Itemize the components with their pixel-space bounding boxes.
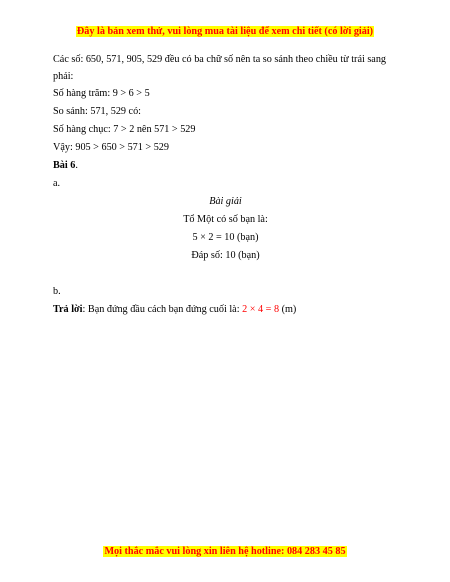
- intro-line: Các số: 650, 571, 905, 529 đều có ba chữ số nên ta so sánh theo chiều từ trái sang phải:: [53, 54, 387, 82]
- compare-line: So sánh: 571, 529 có:: [53, 106, 142, 117]
- tens-line: Số hàng chục: 7 > 2 nên 571 > 529: [53, 124, 196, 135]
- exercise-6-dot: .: [75, 160, 78, 171]
- exercise-6-label: Bài 6: [53, 160, 76, 171]
- exercise-6-heading: [53, 157, 398, 175]
- document-content: [53, 51, 398, 319]
- blank-line: [53, 265, 398, 283]
- part-a-label: a.: [53, 178, 61, 189]
- preview-notice-banner: [0, 26, 450, 38]
- hotline-banner: [0, 546, 450, 558]
- hundreds-line: Số hàng trăm: 9 > 6 > 5: [53, 88, 150, 99]
- solution-heading: Bài giải: [209, 196, 242, 207]
- answer-calculation: 2 × 4 = 8: [242, 304, 280, 315]
- answer-line: [53, 301, 398, 319]
- answer-unit: (m): [279, 304, 297, 315]
- solution-line-3: Đáp số: 10 (bạn): [191, 250, 260, 261]
- preview-notice-text: Đây là bản xem thử, vui lòng mua tài liệu để xem chi tiết (có lời giải): [76, 26, 374, 37]
- conclusion-line: Vậy: 905 > 650 > 571 > 529: [53, 142, 169, 153]
- solution-line-2: 5 × 2 = 10 (bạn): [192, 232, 259, 243]
- solution-line-1: Tổ Một có số bạn là:: [183, 214, 268, 225]
- answer-label: Trả lời: [53, 304, 83, 315]
- part-b-label: b.: [53, 286, 61, 297]
- answer-text: : Bạn đứng đầu cách bạn đứng cuối là:: [82, 304, 243, 315]
- hotline-text: Mọi thắc mắc vui lòng xin liên hệ hotline: 084 283 45 85: [104, 546, 346, 557]
